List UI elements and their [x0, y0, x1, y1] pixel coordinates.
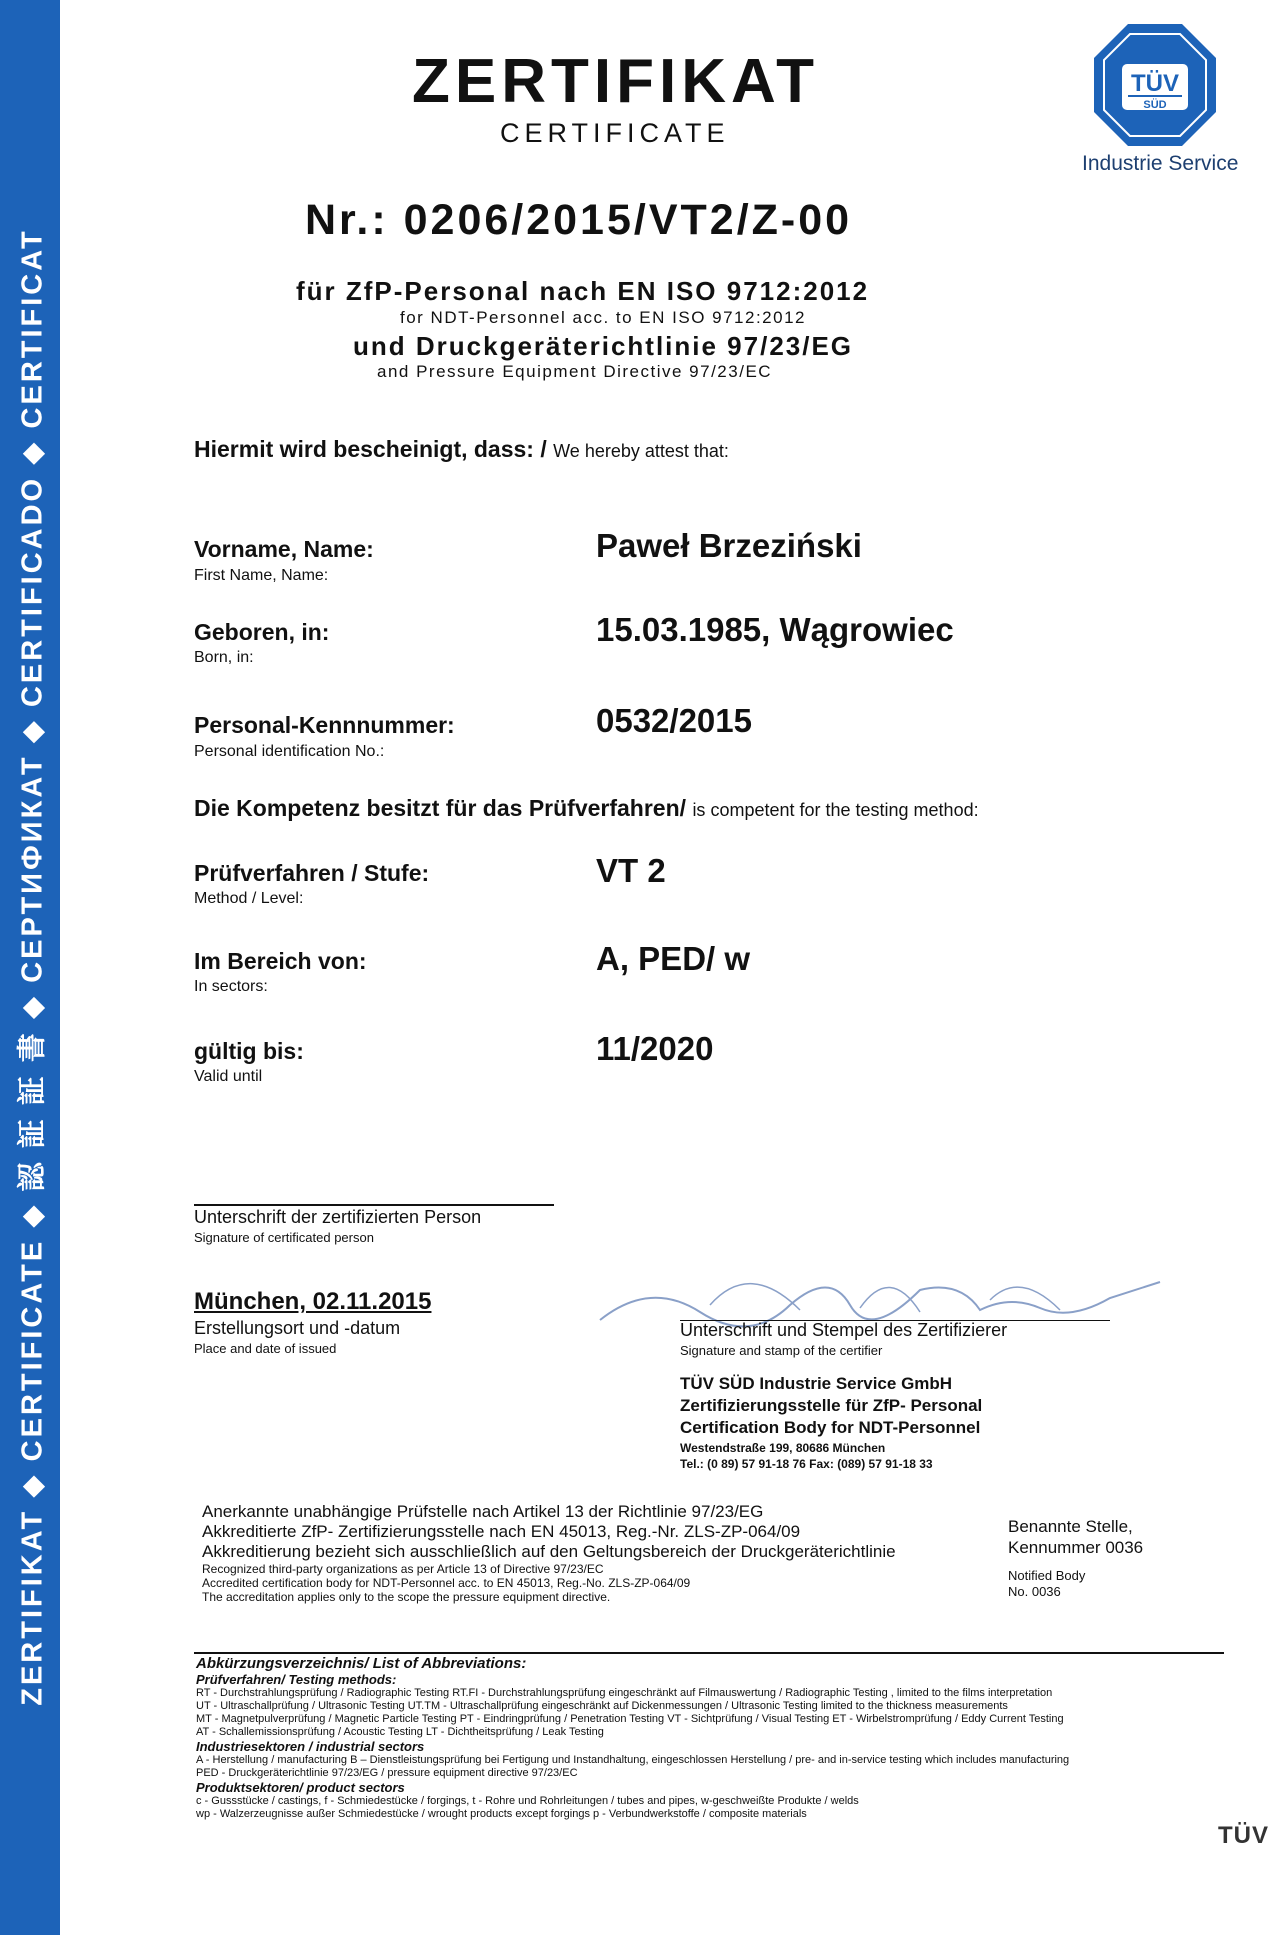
certifier-org-en: Certification Body for NDT-Personnel — [680, 1418, 981, 1437]
certifier-label-en: Signature and stamp of the certifier — [680, 1343, 883, 1358]
valid-value: 11/2020 — [596, 1030, 714, 1067]
place-date-label-en: Place and date of issued — [194, 1341, 337, 1356]
accreditation-en-2: Accredited certification body for NDT-Personnel acc. to EN 45013, Reg.-No. ZLS-ZP-064/09 — [202, 1576, 691, 1590]
accreditation-de-1: Anerkannte unabhängige Prüfstelle nach Artikel 13 der Richtlinie 97/23/EG — [202, 1502, 764, 1521]
abbrev-method-3: MT - Magnetpulverprüfung / Magnetic Particle Testing PT - Eindringprüfung / Penetration Testing VT - Sichtprüfung / Visual Testing ET - Wirbelstromprüfung / Eddy Current Testing — [196, 1713, 1064, 1725]
side-band — [0, 0, 60, 1935]
abbrev-method-4: AT - Schallemissionsprüfung / Acoustic Testing LT - Dichtheitsprüfung / Leak Testing — [196, 1726, 604, 1738]
logo-bottom-text: SÜD — [1143, 99, 1167, 111]
name-label: Vorname, Name: — [194, 536, 374, 562]
certificate-number: Nr.: 0206/2015/VT2/Z-00 — [305, 196, 853, 244]
notified-body — [1008, 1516, 1143, 1600]
notified-de-2: Kennummer 0036 — [1008, 1538, 1144, 1557]
accreditation-en-3: The accreditation applies only to the scope the pressure equipment directive. — [202, 1590, 611, 1604]
logo-caption: Industrie Service — [1082, 152, 1239, 175]
competence-de: Die Kompetenz besitzt für das Prüfverfahren/ — [194, 795, 687, 821]
method-label: Prüfverfahren / Stufe: — [194, 860, 430, 886]
sectors-label-en: In sectors: — [194, 978, 268, 995]
tuv-octagon-icon — [1090, 20, 1220, 150]
scope-line-de: für ZfP-Personal nach EN ISO 9712:2012 — [296, 276, 870, 306]
abbrev-industry-1: A - Herstellung / manufacturing B – Dienstleistungsprüfung bei Fertigung und Instandhaltung, eingeschlossen Herstellung / pre- and in-service testing which includes manufacturing — [196, 1754, 1070, 1766]
footer-tuv-mark: TÜV — [1218, 1822, 1269, 1849]
id-value: 0532/2015 — [596, 702, 752, 739]
abbrev-block — [196, 1655, 1226, 1821]
abbrev-method-2: UT - Ultraschallprüfung / Ultrasonic Testing UT.TM - Ultraschallprüfung eingeschränkt auf Dickenmessungen / Ultrasonic Testing limited to the thickness measurements — [196, 1700, 1008, 1712]
abbrev-method-1: RT - Durchstrahlungsprüfung / Radiographic Testing RT.FI - Durchstrahlungsprüfung eingeschränkt auf Filmauswertung / Radiographic Testing , limited to the films interpretation — [196, 1687, 1053, 1699]
abbrev-industry-2: PED - Druckgeräterichtlinie 97/23/EG / pressure equipment directive 97/23/EC — [196, 1767, 578, 1779]
competence-statement — [194, 795, 979, 822]
notified-en-2: No. 0036 — [1008, 1584, 1061, 1599]
place-date-label: Erstellungsort und -datum — [194, 1318, 401, 1338]
tuv-sud-logo — [1090, 20, 1220, 150]
valid-label: gültig bis: — [194, 1038, 304, 1064]
born-label: Geboren, in: — [194, 619, 330, 645]
born-label-en: Born, in: — [194, 649, 254, 666]
person-signature-label: Unterschrift der zertifizierten Person — [194, 1207, 482, 1227]
attest-en: We hereby attest that: — [553, 441, 729, 461]
sectors-value: A, PED/ w — [596, 940, 751, 977]
person-signature-line — [194, 1204, 554, 1206]
method-value: VT 2 — [596, 852, 666, 889]
accreditation-en-1: Recognized third-party organizations as per Article 13 of Directive 97/23/EC — [202, 1562, 604, 1576]
valid-label-en: Valid until — [194, 1068, 263, 1085]
sectors-label: Im Bereich von: — [194, 948, 367, 974]
certifier-phone: Tel.: (0 89) 57 91-18 76 Fax: (089) 57 91-18 33 — [680, 1457, 933, 1471]
abbrev-product-2: wp - Walzerzeugnisse außer Schmiedestücke / wrought products except forgings p - Verbundwerkstoffe / composite materials — [196, 1808, 807, 1820]
attest-de: Hiermit wird bescheinigt, dass: / — [194, 436, 547, 462]
logo-top-text: TÜV — [1131, 70, 1179, 97]
name-value: Paweł Brzeziński — [596, 527, 862, 564]
certifier-address: Westendstraße 199, 80686 München — [680, 1441, 886, 1455]
abbrev-industry-title: Industriesektoren / industrial sectors — [196, 1739, 425, 1754]
abbrev-product-1: c - Gussstücke / castings, f - Schmiedestücke / forgings, t - Rohre und Rohrleitungen / tubes and pipes, w-geschweißte Produkte / welds — [196, 1795, 859, 1807]
directive-line-en: and Pressure Equipment Directive 97/23/EC — [377, 362, 773, 381]
abbrev-title: Abkürzungsverzeichnis/ List of Abbreviations: — [196, 1655, 527, 1672]
abbrev-methods-title: Prüfverfahren/ Testing methods: — [196, 1672, 397, 1687]
certificate-title: ZERTIFIKAT — [412, 47, 820, 116]
certificate-subtitle: CERTIFICATE — [500, 118, 730, 148]
id-label-en: Personal identification No.: — [194, 743, 385, 760]
abbrev-top-rule — [194, 1652, 1224, 1654]
directive-line-de: und Druckgeräterichtlinie 97/23/EG — [353, 331, 854, 361]
accreditation-de-3: Akkreditierung bezieht sich ausschließlich auf den Geltungsbereich der Druckgeräterichtlinie — [202, 1542, 896, 1561]
accreditation-block — [202, 1502, 1002, 1604]
scope-line-en: for NDT-Personnel acc. to EN ISO 9712:2012 — [400, 308, 807, 327]
accreditation-de-2: Akkreditierte ZfP- Zertifizierungsstelle nach EN 45013, Reg.-Nr. ZLS-ZP-064/09 — [202, 1522, 801, 1541]
place-date-value: München, 02.11.2015 — [194, 1288, 432, 1315]
side-band-text: ZERTIFIKAT ◆ CERTIFICATE ◆ 認 証 証 書 ◆ СЕРТИФИКАТ ◆ CERTIFICADO ◆ CERTIFICAT — [16, 228, 49, 1706]
name-label-en: First Name, Name: — [194, 567, 329, 584]
certifier-org-de: Zertifizierungsstelle für ZfP- Personal — [680, 1396, 983, 1415]
id-label: Personal-Kennnummer: — [194, 712, 455, 738]
notified-de-1: Benannte Stelle, — [1008, 1517, 1133, 1536]
method-label-en: Method / Level: — [194, 890, 304, 907]
person-signature-label-en: Signature of certificated person — [194, 1230, 374, 1245]
born-value: 15.03.1985, Wągrowiec — [596, 611, 954, 648]
abbrev-product-title: Produktsektoren/ product sectors — [196, 1780, 405, 1795]
competence-en: is competent for the testing method: — [692, 800, 979, 820]
attest-statement — [194, 436, 729, 463]
notified-en-1: Notified Body — [1008, 1568, 1086, 1583]
certifier-label: Unterschrift und Stempel des Zertifizierer — [680, 1320, 1008, 1340]
certifier-org: TÜV SÜD Industrie Service GmbH — [680, 1374, 953, 1393]
